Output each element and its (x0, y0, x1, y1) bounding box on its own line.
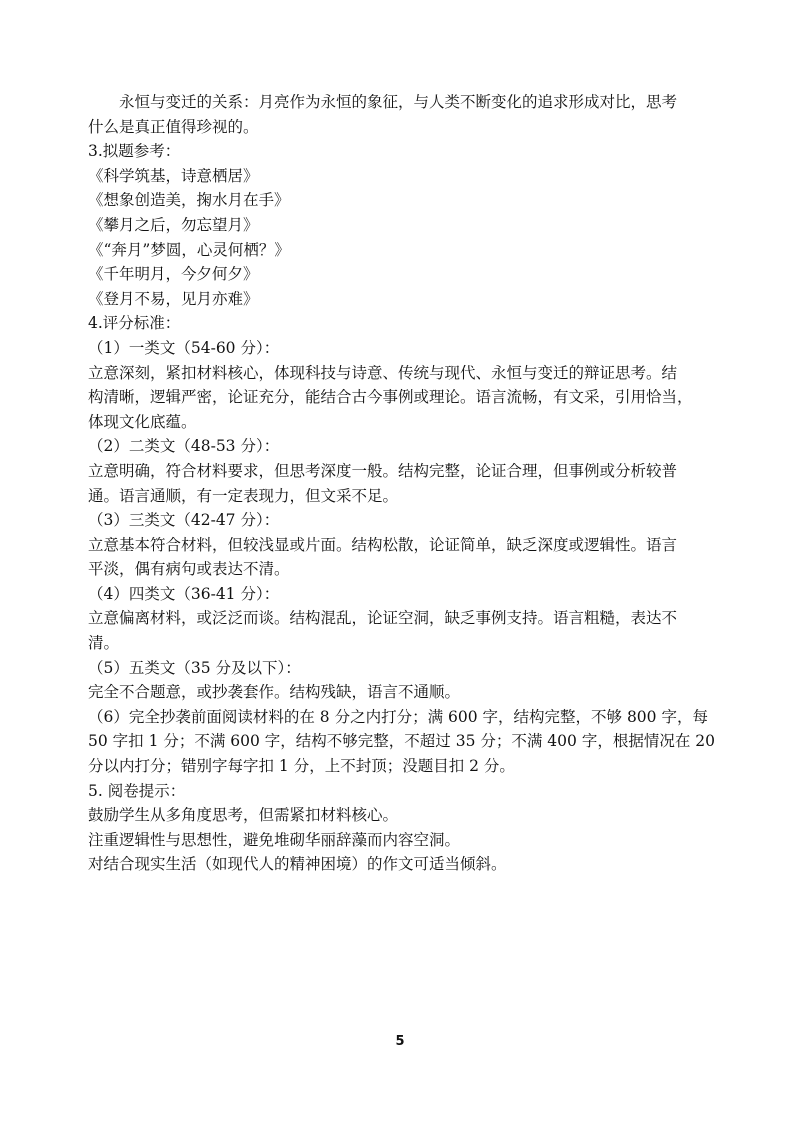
body-text-line: 构清晰，逻辑严密，论证充分，能结合古今事例或理论。语言流畅，有文采，引用恰当， (88, 388, 693, 407)
body-text-line: 清。 (88, 634, 120, 653)
grade-heading: （2）二类文（48-53 分）： (88, 437, 280, 456)
tip-line: 鼓励学生从多角度思考，但需紧扣材料核心。 (88, 806, 399, 825)
body-text-line: 立意基本符合材料，但较浅显或片面。结构松散，论证简单，缺乏深度或逻辑性。语言 (88, 535, 678, 554)
document-body (88, 90, 716, 877)
title-suggestion: 《想象创造美，掬水月在手》 (88, 191, 290, 210)
body-text-line: 50 字扣 1 分；不满 600 字，结构不够完整，不超过 35 分；不满 400 字，根据情况在 20 (88, 732, 715, 751)
body-text-line: 立意偏离材料，或泛泛而谈。结构混乱，论证空洞，缺乏事例支持。语言粗糙，表达不 (88, 609, 678, 628)
body-text-line: 什么是真正值得珍视的。 (88, 117, 259, 136)
body-text-line: 体现文化底蕴。 (88, 412, 197, 431)
body-text-line: 立意深刻，紧扣材料核心，体现科技与诗意、传统与现代、永恒与变迁的辩证思考。结 (88, 363, 678, 382)
section-heading-scoring: 4.评分标准： (88, 314, 181, 333)
grade-heading: （1）一类文（54-60 分）： (88, 338, 280, 357)
body-text-line: 永恒与变迁的关系：月亮作为永恒的象征，与人类不断变化的追求形成对比，思考 (119, 93, 678, 111)
title-suggestion: 《攀月之后，勿忘望月》 (88, 215, 259, 234)
title-suggestion: 《登月不易，见月亦难》 (88, 289, 259, 308)
grade-heading: （4）四类文（36-41 分）： (88, 584, 280, 603)
tip-line: 对结合现实生活（如现代人的精神困境）的作文可适当倾斜。 (88, 855, 507, 874)
section-heading-tips: 5. 阅卷提示： (88, 781, 186, 800)
body-text-line: 分以内打分；错别字每字扣 1 分，上不封顶；没题目扣 2 分。 (88, 757, 515, 776)
body-text-line: 平淡，偶有病句或表达不清。 (88, 560, 290, 579)
grade-heading: （3）三类文（42-47 分）： (88, 511, 280, 530)
body-text-line: 完全不合题意，或抄袭套作。结构残缺，语言不通顺。 (88, 683, 461, 702)
title-suggestion: 《“奔月”梦圆，心灵何栖？》 (88, 240, 290, 259)
grade-heading: （6）完全抄袭前面阅读材料的在 8 分之内打分；满 600 字，结构完整，不够 800 字，每 (88, 707, 708, 726)
title-suggestion: 《千年明月，今夕何夕》 (88, 265, 259, 284)
body-text-line: 通。语言通顺，有一定表现力，但文采不足。 (88, 486, 399, 505)
page-number: 5 (395, 1034, 405, 1049)
title-suggestion: 《科学筑基，诗意栖居》 (88, 166, 259, 185)
grade-heading: （5）五类文（35 分及以下）： (88, 658, 301, 677)
tip-line: 注重逻辑性与思想性，避免堆砌华丽辞藻而内容空洞。 (88, 830, 461, 849)
section-heading-titles: 3.拟题参考： (88, 142, 181, 161)
body-text-line: 立意明确，符合材料要求，但思考深度一般。结构完整，论证合理，但事例或分析较普 (88, 461, 678, 480)
